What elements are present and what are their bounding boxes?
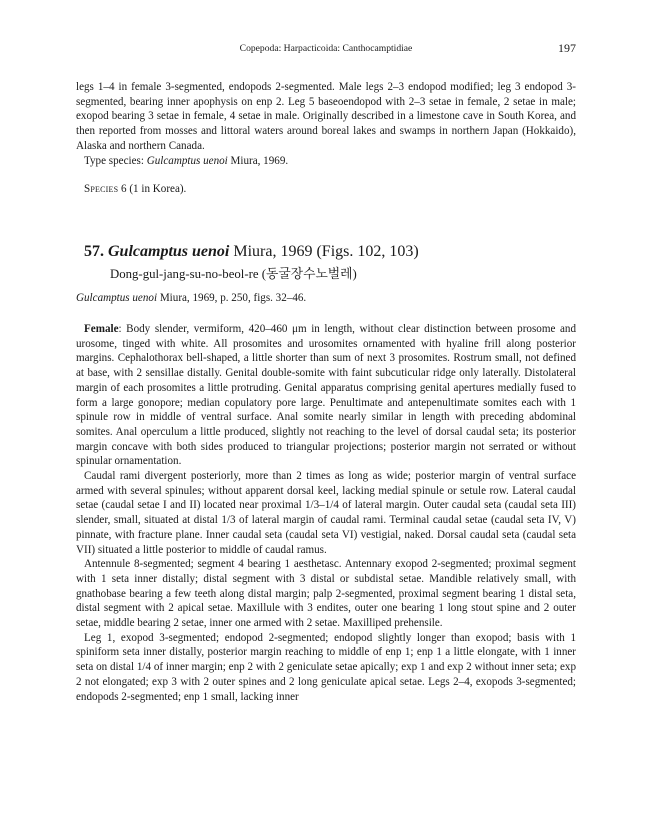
intro-block <box>76 80 576 168</box>
female-text: : Body slender, vermiform, 420–460 μm in length, without clear distinction between prosome and urosome, tinged with white. All prosomites and urosomites ornamented with hyaline frill along posterior margins. Cephalothorax bell-shaped, a little shorter than sum of next 3 prosomites. Rostrum small, not defined at base, with 2 sensillae distally. Genital double-somite with faint subcuticular ridge only laterally. Distolateral margin of each prosomites a little protruding. Genital apparatus comprising genital apertures medially fused to form a large gonopore; median copulatory pore large. Penultimate and antepenultimate somites each with 1 spinule row in middle of ventral surface. Anal somite nearly similar in length with preceding abdominal somites. Anal operculum a little produced, slightly not reaching to the level of dorsal caudal seta; its posterior margin concave with both sides produced to triangular projections; posterior margin not serrated or without spinular ornamentation. <box>76 323 576 468</box>
species-name: Gulcamptus uenoi <box>108 243 230 260</box>
species-count-value: 6 (1 in Korea). <box>118 183 187 195</box>
caudal-paragraph: Caudal rami divergent posteriorly, more than 2 times as long as wide; posterior margin of ventral surface armed with several spinules; without apparent dorsal keel, lacking medial spinule or setule row. Lateral caudal setae (caudal setae I and II) located near proximal 1/3–1/4 of lateral margin. Outer caudal seta (caudal seta III) slender, small, situated at distal 1/3 of lateral margin of caudal rami. Terminal caudal setae (caudal seta IV, V) pinnate, with fracture plane. Inner caudal seta (caudal seta VI) vestigial, naked. Dorsal caudal seta (caudal seta VII) situated a little posterior to middle of caudal ramus. <box>76 470 576 556</box>
korean-name: Dong-gul-jang-su-no-beol-re (동굴장수노벌레) <box>110 267 357 281</box>
antennule-paragraph: Antennule 8-segmented; segment 4 bearing 1 aesthetasc. Antennary exopod 2-segmented; proximal segment with 1 seta inner distally; distal segment with 3 distal or subdistal setae. Mandible relatively small, with gnathobase bearing a few teeth along distal margin; palp 2-segmented, proximal segment bearing 1 distal seta, distal segment with 2 apical setae. Maxillule with 3 endites, outer one bearing 1 long stout spine and 2 outer setae, middle bearing 2 setae, inner one armed with 2 setae. Maxilliped prehensile. <box>76 558 576 630</box>
intro-paragraph: legs 1–4 in female 3-segmented, endopods 2-segmented. Male legs 2–3 endopod modified; leg 3 endopod 3-segmented, bearing inner apophysis on enp 2. Leg 5 baseoendopod with 2–3 setae in female, 2 setae in male; exopod bearing 3 setae in female, 4 setae in male. Originally described in a limestone cave in South Korea, and then reported from mosses and littoral waters around boreal lakes and swamps in northern Japan (Hokkaido), Alaska and northern Canada. <box>76 81 576 152</box>
leg-paragraph: Leg 1, exopod 3-segmented; endopod 2-segmented; endopod slightly longer than exopod; basis with 1 spiniform seta inner distally, posterior margin reaching to middle of enp 1; enp 1 a little elongate, with 1 inner seta on distal 1/4 of inner margin; enp 2 with 2 geniculate setae apically; exp 1 and exp 2 without inner seta; exp 2 not elongated; exp 3 with 2 outer spines and 2 long geniculate apical setae. Legs 2–4, exopods 3-segmented; endopods 2-segmented; enp 1 small, lacking inner <box>76 631 576 703</box>
page-number: 197 <box>558 41 576 55</box>
species-number: 57. <box>84 243 104 260</box>
type-species-label: Type species: <box>84 154 144 167</box>
female-paragraph <box>76 322 576 469</box>
citation-name: Gulcamptus uenoi <box>76 292 158 304</box>
species-count-line <box>84 183 186 195</box>
citation-rest: Miura, 1969, p. 250, figs. 32–46. <box>157 292 307 304</box>
species-count-label: Species <box>84 183 119 195</box>
type-species-author: Miura, 1969. <box>227 154 289 167</box>
running-head <box>76 43 576 57</box>
running-title: Copepoda: Harpacticoida: Canthocamptidiae <box>239 43 413 54</box>
description-block <box>76 322 576 704</box>
type-species-line <box>76 154 576 169</box>
citation <box>76 292 306 304</box>
type-species-name: Gulcamptus uenoi <box>146 154 228 167</box>
species-heading <box>84 242 419 262</box>
female-label: Female <box>84 323 119 335</box>
species-author-figs: Miura, 1969 (Figs. 102, 103) <box>229 243 419 260</box>
